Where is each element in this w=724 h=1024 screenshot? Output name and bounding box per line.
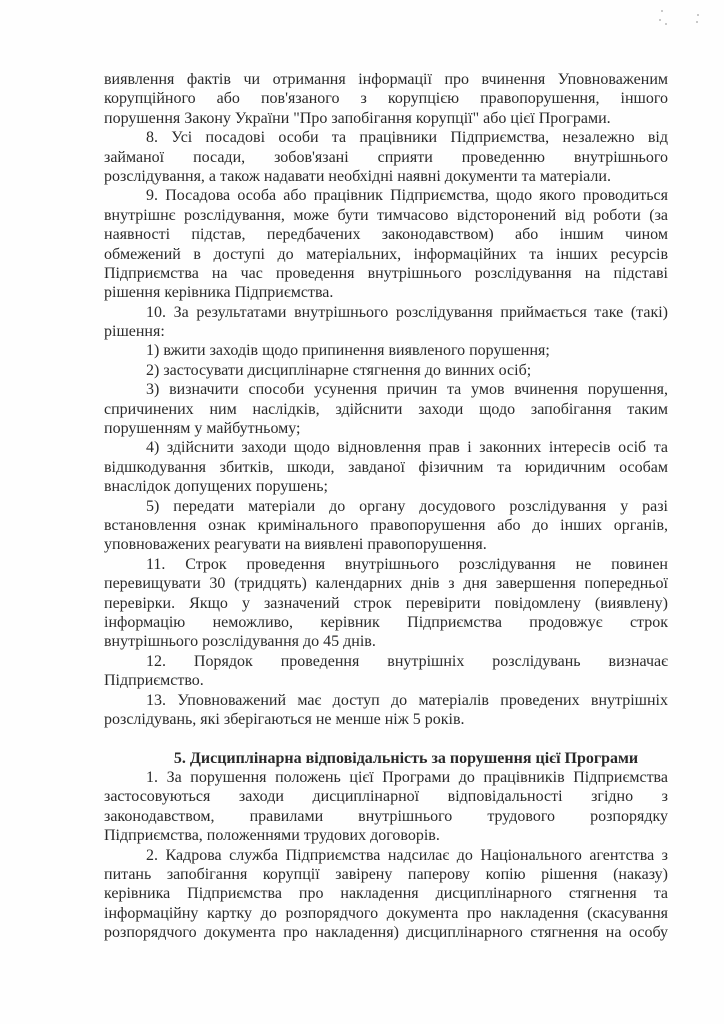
paragraph-start-line: 1) вжити заходів щодо припинення виявленого порушення; bbox=[146, 342, 550, 360]
text-line: обмежений в доступі до матеріальних, інформаційних та інших ресурсів bbox=[104, 245, 668, 263]
paragraph-start-line: 11. Строк проведення внутрішнього розслідування не повинен bbox=[146, 555, 668, 573]
paragraph-start-line: 2. Кадрова служба Підприємства надсилає до Національного агентства з bbox=[146, 846, 668, 864]
text-line: рішення керівника Підприємства. bbox=[104, 284, 334, 302]
paragraph-start-line: 10. За результатами внутрішнього розслідування приймається таке (такі) bbox=[146, 303, 668, 321]
text-line: порушення Закону України "Про запобігання корупції" або цієї Програми. bbox=[104, 109, 611, 127]
text-line: відшкодування збитків, шкоди, завданої фізичним та юридичним особам bbox=[104, 458, 668, 476]
paragraph-start-line: 8. Усі посадові особи та працівники Підприємства, незалежно від bbox=[146, 129, 668, 147]
scan-artifact bbox=[655, 6, 705, 30]
section-heading: 5. Дисциплінарна відповідальність за порушення цієї Програми bbox=[173, 749, 639, 767]
text-line: керівника Підприємства про накладення дисциплінарного стягнення та bbox=[104, 885, 668, 903]
text-line: корупційного або пов'язаного з корупцією правопорушення, іншого bbox=[104, 90, 668, 108]
paragraph-start-line: 5) передати матеріали до органу досудового розслідування у разі bbox=[146, 497, 668, 515]
text-line: спричинених ним наслідків, здійснити заходи щодо запобігання таким bbox=[104, 400, 668, 418]
text-line: інформацію неможливо, керівник Підприємства продовжує строк bbox=[104, 613, 668, 631]
text-line: внутрішнє розслідування, може бути тимчасово відсторонений від роботи (за bbox=[104, 206, 668, 224]
text-line: законодавством, правилами внутрішнього трудового розпорядку bbox=[104, 807, 668, 825]
text-line: застосовуються заходи дисциплінарної відповідальності згідно з bbox=[104, 788, 668, 806]
paragraph-start-line: 12. Порядок проведення внутрішніх розслідувань визначає bbox=[146, 652, 668, 670]
document-body bbox=[104, 70, 668, 943]
text-line: Підприємство. bbox=[104, 672, 204, 690]
text-line: рішення: bbox=[104, 323, 165, 341]
text-line: внутрішнього розслідування до 45 днів. bbox=[104, 633, 376, 651]
paragraph-start-line: 3) визначити способи усунення причин та умов вчинення порушення, bbox=[146, 381, 668, 399]
text-line: перевірки. Якщо у зазначений строк перевірити повідомлену (виявлену) bbox=[104, 594, 668, 612]
text-line: перевищувати 30 (тридцять) календарних днів з дня завершення попередньої bbox=[104, 575, 668, 593]
text-line: Підприємства на час проведення внутрішнього розслідування на підставі bbox=[104, 264, 668, 282]
text-line: інформаційну картку до розпорядчого документа про накладення (скасування bbox=[104, 904, 668, 922]
text-line: розслідувань, які зберігаються не менше ніж 5 років. bbox=[104, 710, 465, 728]
text-line: встановлення ознак кримінального правопорушення або до інших органів, bbox=[104, 516, 668, 534]
paragraph-start-line: 1. За порушення положень цієї Програми до працівників Підприємства bbox=[146, 769, 668, 787]
text-line: виявлення фактів чи отримання інформації про вчинення Уповноваженим bbox=[104, 71, 668, 88]
text-line: порушенням у майбутньому; bbox=[104, 420, 301, 438]
paragraph-start-line: 4) здійснити заходи щодо відновлення прав і законних інтересів осіб та bbox=[146, 439, 668, 457]
paragraph-start-line: 13. Уповноважений має доступ до матеріалів проведених внутрішніх bbox=[146, 691, 668, 709]
text-line: уповноважених реагувати на виявлені правопорушення. bbox=[104, 536, 487, 554]
paragraph-start-line: 9. Посадова особа або працівник Підприємства, щодо якого проводиться bbox=[146, 187, 668, 205]
text-line: питань запобігання корупції завірену паперову копію рішення (наказу) bbox=[104, 866, 668, 884]
text-line: розпорядчого документа про накладення) дисциплінарного стягнення на особу bbox=[104, 924, 668, 942]
text-line: займаної посади, зобов'язані сприяти проведенню внутрішнього bbox=[104, 148, 668, 166]
text-line: наявності підстав, передбачених законодавством) або іншим чином bbox=[104, 226, 668, 244]
text-line: внаслідок допущених порушень; bbox=[104, 478, 328, 496]
text-line: Підприємства, положеннями трудових договорів. bbox=[104, 827, 440, 845]
text-line: розслідування, а також надавати необхідні наявні документи та матеріали. bbox=[104, 167, 611, 185]
paragraph-start-line: 2) застосувати дисциплінарне стягнення до винних осіб; bbox=[146, 361, 532, 379]
blank-line bbox=[104, 729, 668, 748]
